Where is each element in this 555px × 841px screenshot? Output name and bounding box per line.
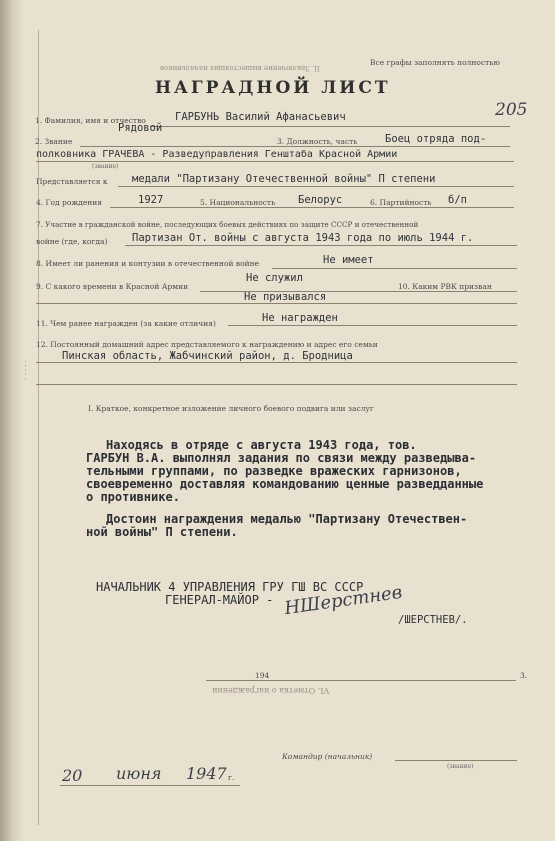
- feat-p2-l1: Достоин награждения медалью "Партизану Отечествен-: [106, 512, 468, 526]
- f7-value: Партизан От. войны с августа 1943 года по июль 1944 г.: [132, 232, 474, 244]
- f3-value: Боец отряда под-: [385, 133, 487, 145]
- feat-p1-l5: о противнике.: [86, 490, 180, 504]
- hand-g: г.: [228, 773, 235, 782]
- hand-month: июня: [116, 764, 162, 783]
- mirrored-award-mark: VI. Отметка о награждении: [212, 686, 330, 695]
- hand-year: 1947: [186, 764, 227, 783]
- f12-value: Пинская область, Жабчинский район, д. Бродница: [62, 350, 353, 362]
- signature-name: /ШЕРСТНЕВ/.: [398, 614, 468, 626]
- page-title: НАГРАДНОЙ ЛИСТ: [155, 78, 391, 98]
- f8-label: 8. Имеет ли ранения и контузии в отечественной войне: [36, 259, 260, 268]
- binding-edge: [0, 0, 22, 841]
- handwritten-signature: НШерстнев: [283, 581, 404, 620]
- f5-value: Белорус: [298, 194, 343, 206]
- f4-value: 1927: [138, 194, 164, 206]
- f6-label: 6. Партийность: [370, 198, 432, 207]
- f1-value: ГАРБУНЬ Василий Афанасьевич: [175, 111, 346, 123]
- stub-3: 3.: [520, 671, 528, 680]
- f3-value-cont: полковника ГРАЧЕВА - Разведуправления Генштаба Красной Армии: [36, 149, 398, 160]
- feat-heading: I. Краткое, конкретное изложение личного боевого подвига или заслуг: [88, 404, 374, 413]
- hint-zvanie: (звание): [92, 163, 119, 170]
- sig-line2: ГЕНЕРАЛ-МАЙОР -: [165, 593, 274, 607]
- f9-label: 9. С какого времени в Красной Армии: [36, 282, 189, 291]
- feat-p1-l1: Находясь в отряде с августа 1943 года, тов.: [106, 438, 417, 452]
- sig-line1: НАЧАЛЬНИК 4 УПРАВЛЕНИЯ ГРУ ГШ ВС СССР: [96, 580, 364, 594]
- f11-value: Не награжден: [262, 312, 338, 324]
- f10-value: Не призывался: [244, 291, 327, 303]
- year-stub: 194: [255, 671, 270, 680]
- f2-value: Рядовой: [118, 122, 163, 134]
- top-note: Все графы заполнять полностью: [370, 58, 500, 67]
- mirrored-heading: II. Заключение вышестоящих начальников: [160, 64, 320, 72]
- present-value: медали "Партизану Отечественной войны" П степени: [132, 173, 436, 185]
- f7-label: 7. Участие в гражданской войне, последующих боевых действиях по защите СССР и отечественной: [36, 220, 419, 229]
- f11-label: 11. Чем ранее награжден (за какие отличия): [36, 319, 216, 328]
- feat-p1-l2: ГАРБУН В.А. выполнял задания по связи между разведыва-: [86, 451, 477, 465]
- hand-day: 20: [62, 766, 83, 785]
- f2-label: 2. Звание: [35, 137, 73, 146]
- present-label: Представляется к: [36, 177, 108, 186]
- f5-label: 5. Национальность: [200, 198, 276, 207]
- commander-label: Командир (начальник): [282, 752, 373, 761]
- feat-p1-l4: своевременно доставляя командованию ценные разведданные: [86, 477, 484, 491]
- f10-label: 10. Каким РВК призван: [398, 282, 492, 291]
- f3-label: 3. Должность, часть: [277, 137, 358, 146]
- sheet-number: 205: [495, 100, 528, 120]
- feat-p2-l2: ной войны" П степени.: [86, 525, 238, 539]
- f6-value: б/п: [448, 194, 467, 206]
- f1-label: 1. Фамилия, имя и отчество: [35, 116, 146, 125]
- zvanie-hint: (звание): [447, 763, 474, 770]
- side-margin-note: . . . . .: [20, 360, 28, 381]
- f8-value: Не имеет: [323, 254, 374, 266]
- f7-label-cont: войне (где, когда): [36, 237, 108, 246]
- f12-label: 12. Постоянный домашний адрес представляемого к награждению и адрес его семьи: [36, 340, 378, 349]
- f4-label: 4. Год рождения: [36, 198, 103, 207]
- f9-value: Не служил: [246, 272, 303, 284]
- feat-p1-l3: тельными группами, по разведке вражеских гарнизонов,: [86, 464, 462, 478]
